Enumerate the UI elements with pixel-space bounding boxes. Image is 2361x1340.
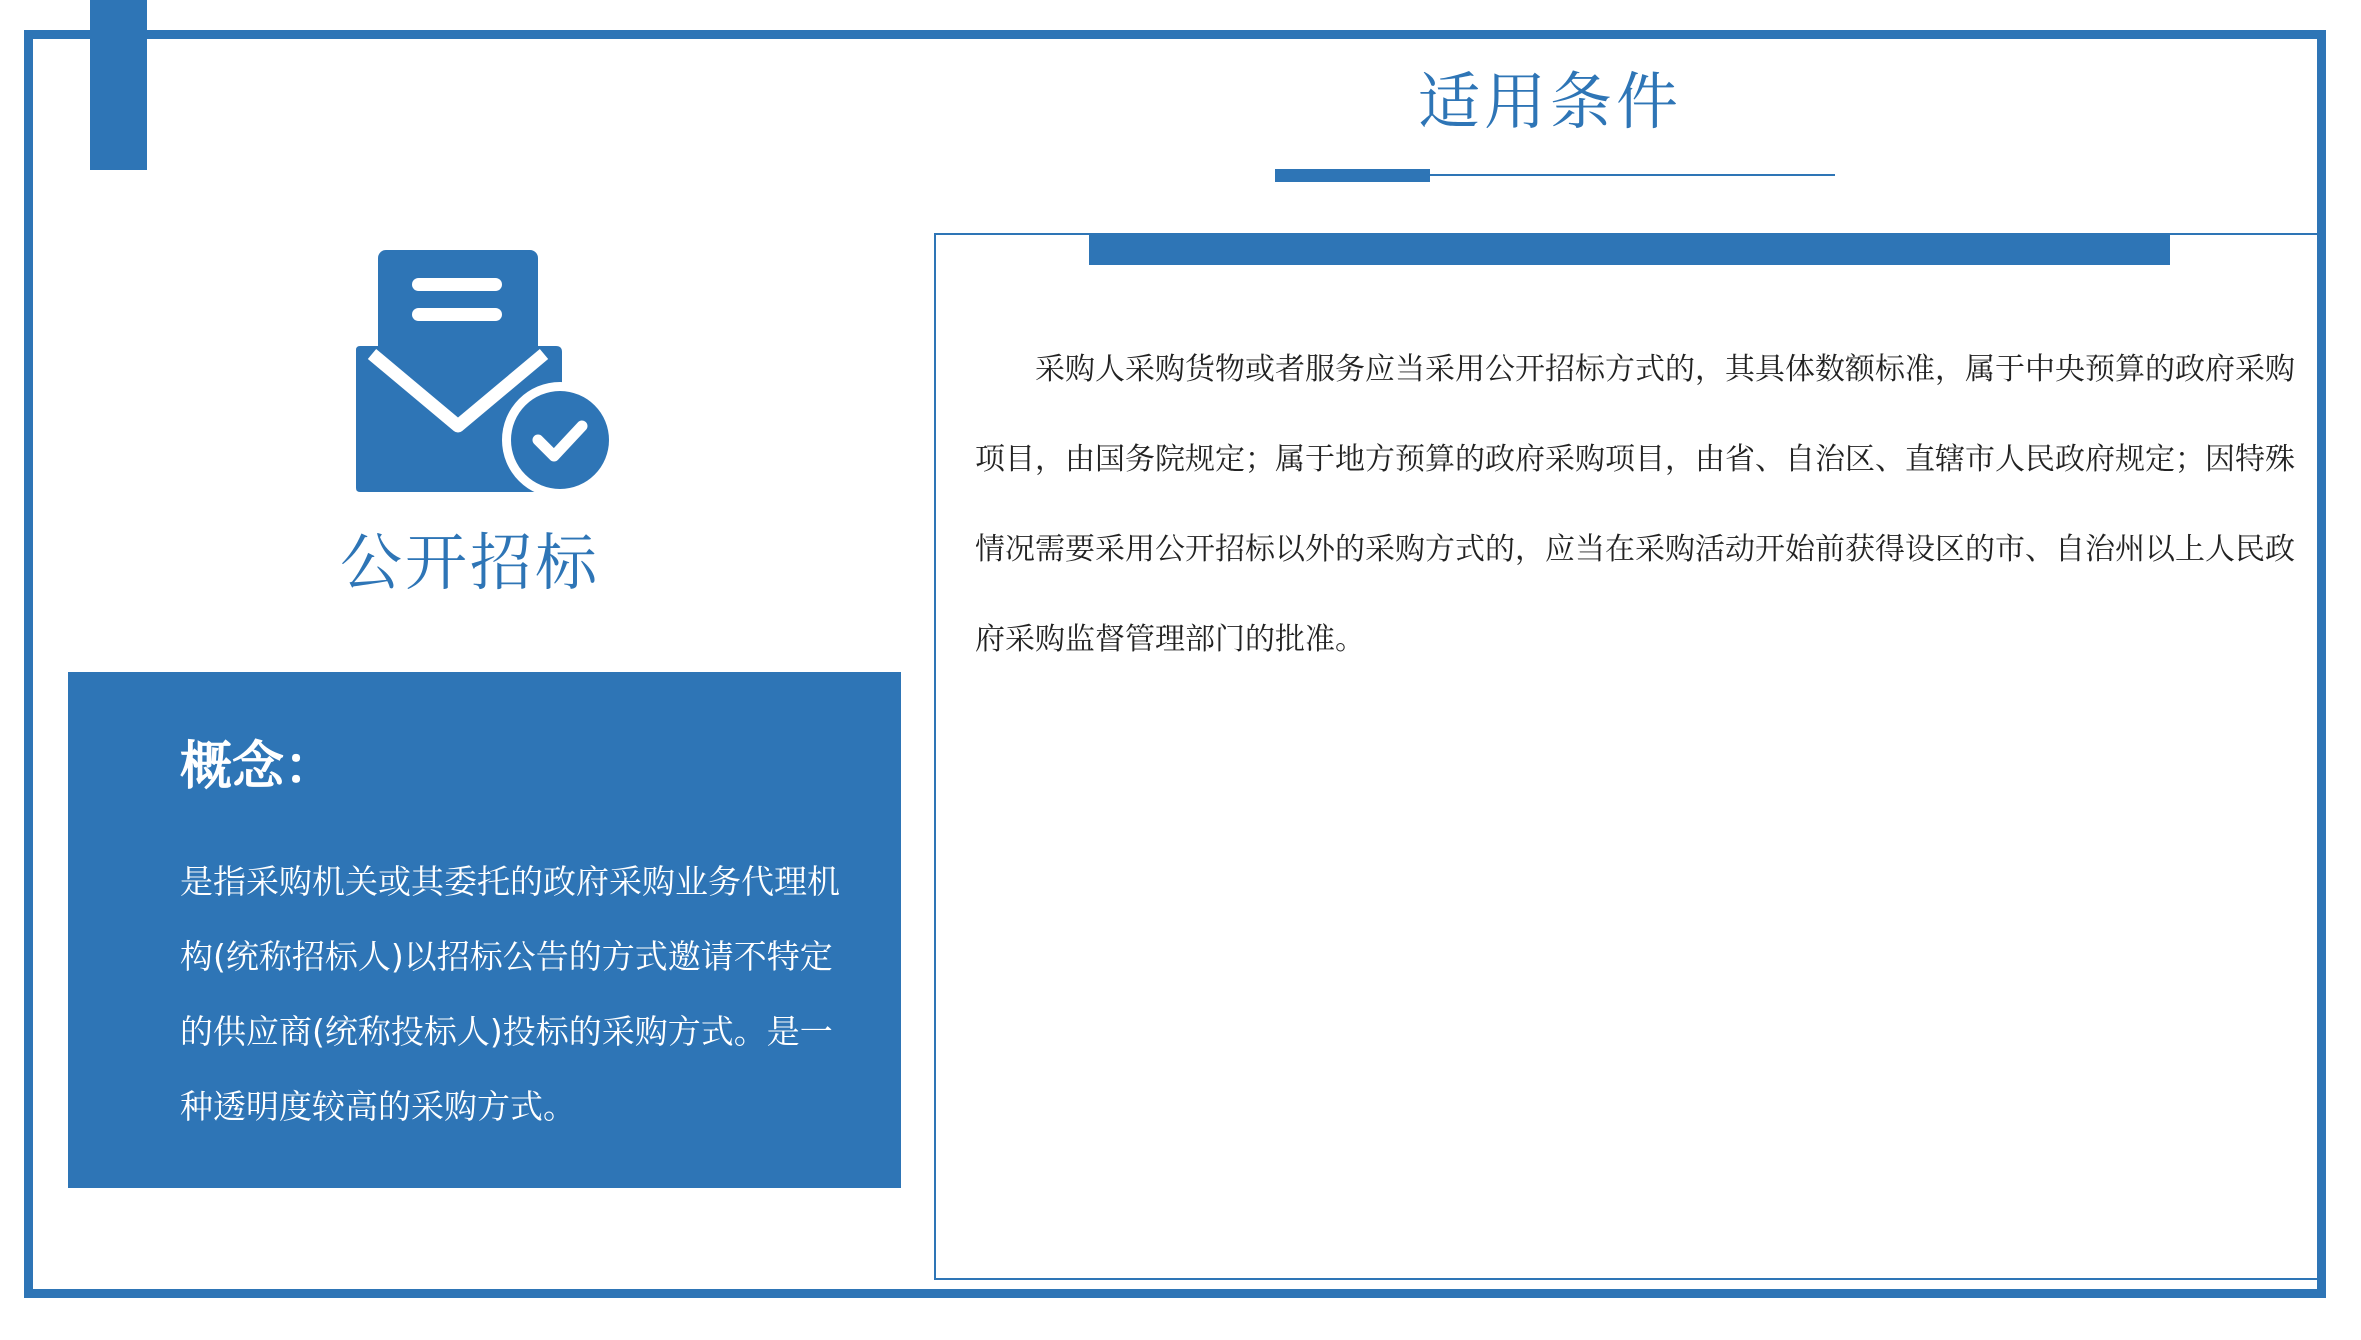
conditions-panel-bar — [1089, 233, 2170, 265]
corner-tab-decoration — [90, 0, 147, 170]
concept-heading: 概念： — [180, 737, 337, 797]
page-title: 适用条件 — [1417, 65, 1682, 138]
title-underline-accent — [1275, 169, 1430, 182]
envelope-check-icon — [350, 250, 620, 495]
conditions-text: 采购人采购货物或者服务应当采用公开招标方式的，其具体数额标准，属于中央预算的政府采购项目，由国务院规定；属于地方预算的政府采购项目，由省、自治区、直辖市人民政府规定；因特殊情况需要采用公开招标以外的采购方式的，应当在采购活动开始前获得设区的市、自治州以上人民政府采购监督管理部门的批准。 — [975, 352, 2295, 657]
section-name: 公开招标 — [339, 526, 600, 599]
concept-text: 是指采购机关或其委托的政府采购业务代理机构(统称招标人)以招标公告的方式邀请不特定的供应商(统称投标人)投标的采购方式。是一种透明度较高的采购方式。 — [180, 862, 840, 1126]
concept-box — [68, 672, 901, 1188]
